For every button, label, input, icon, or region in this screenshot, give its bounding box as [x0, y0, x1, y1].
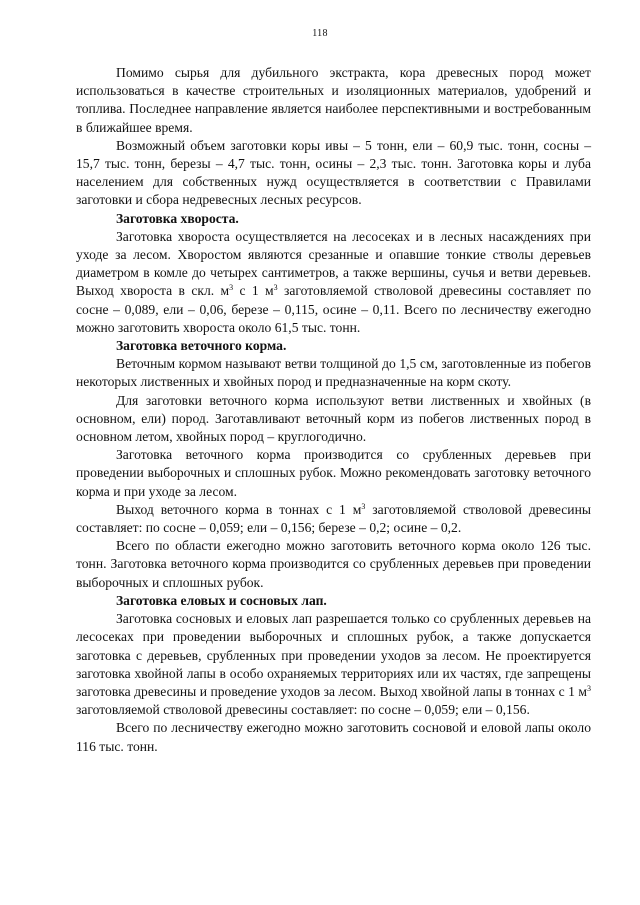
- text-fragment: заготовляемой стволовой древесины составляет: по сосне – 0,059; ели – 0,156.: [76, 702, 530, 718]
- paragraph-conifer-branches: [76, 610, 591, 719]
- superscript: 3: [361, 501, 366, 511]
- paragraph-bark-uses: Помимо сырья для дубильного экстракта, кора древесных пород может использоваться в качестве строительных и изоляционных материалов, удобрений и топлива. Последнее направление является наиболее перспективными и востребованным в ближайшее время.: [76, 65, 591, 135]
- paragraph-branch-feed-yield: [76, 501, 591, 537]
- superscript: 3: [587, 683, 591, 693]
- document-body: [76, 64, 591, 756]
- text-fragment: заготовляемой стволовой древесины составляет: по сосне – 0,059; ели – 0,156; березе – 0,2; осине – 0,2.: [76, 501, 591, 536]
- text-fragment: Заготовка хвороста осуществляется на лесосеках и в лесных насаждениях при уходе за лесом. Хворостом являются срезанные и опавшие тонкие стволы деревьев диаметром в комле до четырех сантиметров, а также вершины, сучья и ветви деревьев. Выход хвороста в скл. м: [76, 228, 591, 299]
- superscript: 3: [229, 283, 234, 293]
- paragraph-branch-feed-definition: Веточным кормом называют ветви толщиной до 1,5 см, заготовленные из побегов некоторых лиственных и хвойных пород и предназначенные на корм скоту.: [76, 356, 591, 390]
- paragraph-branch-feed-sources: Для заготовки веточного корма используют ветви лиственных и хвойных (в основном, ели) пород. Заготавливают веточный корм из побегов лиственных пород в основном летом, хвойных пород – круглогодично.: [76, 392, 591, 445]
- superscript: 3: [273, 283, 278, 293]
- text-fragment: заготовляемой стволовой древесины составляет по сосне – 0,089, ели – 0,06, березе – 0,115, осине – 0,11. Всего по лесничеству ежегодно можно заготовить хвороста около 61,5 тыс. тонн.: [76, 283, 591, 335]
- paragraph-bark-volume: Возможный объем заготовки коры ивы – 5 тонн, ели – 60,9 тыс. тонн, сосны – 15,7 тыс. тонн, березы – 4,7 тыс. тонн, осины – 2,3 тыс. тонн. Заготовка коры и луба населением для собственных нужд осуществляется в соответствии с Правилами заготовки и сбора недревесных лесных ресурсов.: [76, 137, 591, 208]
- text-fragment: с 1 м: [233, 283, 274, 299]
- page-number: 118: [312, 28, 328, 39]
- paragraph-conifer-total: Всего по лесничеству ежегодно можно заготовить сосновой и еловой лапы около 116 тыс. тонн.: [76, 720, 591, 754]
- paragraph-brushwood: [76, 228, 591, 337]
- heading-brushwood: Заготовка хвороста.: [116, 210, 239, 226]
- text-fragment: Выход веточного корма в тоннах с 1 м: [116, 501, 362, 517]
- paragraph-branch-feed-total: Всего по области ежегодно можно заготовить веточного корма около 126 тыс. тонн. Заготовка веточного корма производится со срубленных деревьев при проведении выборочных и сплошных рубок.: [76, 538, 591, 590]
- text-fragment: Заготовка сосновых и еловых лап разрешается только со срубленных деревьев на лесосеках при проведении выборочных и сплошных рубок, а также допускается заготовка с деревьев, срубленных при проведении уходов за лесом. Не проектируется заготовка хвойной лапы в особо охраняемых территориях или их частях, где запрещены заготовка древесины и проведение уходов за лесом. Выход хвойной лапы в тоннах с 1 м: [76, 611, 591, 699]
- heading-branch-feed: Заготовка веточного корма.: [116, 338, 287, 354]
- paragraph-branch-feed-harvesting: Заготовка веточного корма производится со срубленных деревьев при проведении выборочных и сплошных рубок. Можно рекомендовать заготовку веточного корма и при уходе за лесом.: [76, 447, 591, 499]
- heading-spruce-pine-branches: Заготовка еловых и сосновых лап.: [116, 592, 327, 608]
